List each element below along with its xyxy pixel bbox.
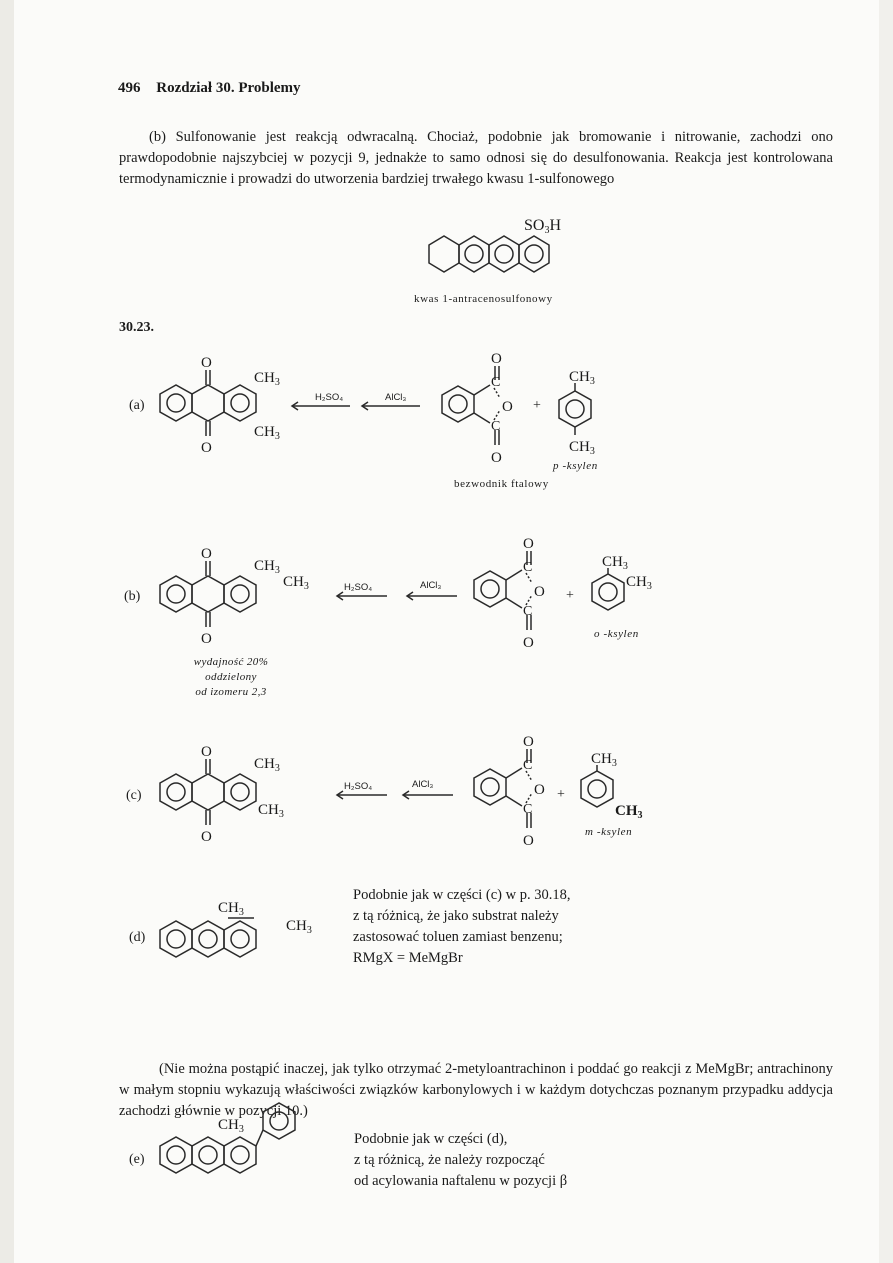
page-left-edge bbox=[0, 0, 14, 1263]
m-xylene-structure bbox=[575, 745, 675, 825]
phthalic-anhydride-caption: bezwodnik ftalowy bbox=[454, 478, 549, 490]
svg-text:CH3: $CH_3$ bbox=[254, 370, 280, 388]
svg-text:O: O bbox=[201, 440, 212, 456]
svg-text:CH3: $CH_3$ bbox=[218, 1117, 244, 1135]
svg-text:O: O bbox=[523, 734, 534, 750]
label-e: (e) bbox=[129, 1152, 145, 1167]
sulfonic-acid-caption: kwas 1-antracenosulfonowy bbox=[414, 293, 553, 305]
svg-text:CH3: $CH_3$ bbox=[569, 439, 595, 457]
svg-text:C: C bbox=[491, 375, 501, 390]
p-xylene-caption: p -ksylen bbox=[553, 460, 598, 472]
svg-text:CH3: $CH_3$ bbox=[254, 756, 280, 774]
svg-text:O: O bbox=[534, 782, 545, 798]
label-a: (a) bbox=[129, 398, 145, 413]
reagent-h2so4-b: H₂SO₄ bbox=[344, 582, 373, 593]
p-xylene-structure bbox=[553, 365, 643, 460]
phthalic-anhydride-b-structure bbox=[470, 535, 580, 655]
svg-text:CH3: $CH_3$ bbox=[258, 802, 284, 820]
svg-text:O: O bbox=[491, 351, 502, 367]
part-b-paragraph: (b) Sulfonowanie jest reakcją odwracalną. Chociaż, podobnie jak bromowanie i nitrowanie, zachodzi ono prawdopodobnie najszybciej w pozycji 9, jednakże to samo odnosi się do desulfonowania. Reakcja jest kontrolowana termodynamicznie i prowadzi do utworzenia bardziej trwałego kwasu 1-sulfonowego bbox=[119, 129, 833, 187]
svg-text:O: O bbox=[523, 635, 534, 651]
arrows-b bbox=[335, 590, 475, 602]
yield-note: wydajność 20% oddzielony od izomeru 2,3 bbox=[193, 656, 269, 698]
phthalic-anhydride-a-structure bbox=[438, 350, 548, 475]
svg-text:CH3: $CH_3$ bbox=[569, 369, 595, 387]
page-right-edge bbox=[879, 0, 893, 1263]
svg-text:CH3: $CH_3$ bbox=[254, 424, 280, 442]
svg-text:C: C bbox=[523, 560, 533, 575]
m-xylene-caption: m -ksylen bbox=[585, 826, 633, 838]
svg-text:O: O bbox=[201, 829, 212, 845]
svg-text:CH3: $CH_3$ bbox=[615, 803, 643, 821]
svg-text:C: C bbox=[523, 604, 533, 619]
plus-b: + bbox=[566, 588, 574, 603]
svg-text:CH3: $CH_3$ bbox=[283, 574, 309, 592]
svg-text:C: C bbox=[491, 419, 501, 434]
plus-c: + bbox=[557, 787, 565, 802]
svg-text:CH3: $CH_3$ bbox=[591, 751, 617, 769]
svg-text:CH3: $CH_3$ bbox=[602, 554, 628, 572]
dimethylanthraquinone-a-structure bbox=[158, 352, 308, 462]
anthracene-sulfonic-acid-structure bbox=[424, 218, 594, 288]
svg-text:O: O bbox=[523, 536, 534, 552]
page-header bbox=[118, 80, 301, 97]
svg-text:C: C bbox=[523, 758, 533, 773]
reagent-h2so4-a: H₂SO₄ bbox=[315, 392, 344, 403]
svg-text:O: O bbox=[491, 450, 502, 466]
reagent-alcl3-a: AlCl₃ bbox=[385, 392, 407, 403]
svg-text:CH3: $CH_3$ bbox=[286, 918, 312, 936]
svg-text:O: O bbox=[523, 833, 534, 849]
chapter-title: Rozdział 30. Problemy bbox=[156, 80, 301, 96]
reagent-alcl3-b: AlCl₃ bbox=[420, 580, 442, 591]
dimethylanthraquinone-b-structure bbox=[158, 540, 328, 650]
note-d: Podobnie jak w części (c) w p. 30.18, z tą różnicą, że jako substrat należy zastosować toluen zamiast benzenu; RMgX = MeMgBr bbox=[353, 887, 571, 966]
so3h-text: SO bbox=[524, 217, 545, 234]
svg-text:C: C bbox=[523, 802, 533, 817]
label-c: (c) bbox=[126, 788, 142, 803]
arrows-c bbox=[335, 789, 475, 801]
problem-number: 30.23. bbox=[119, 320, 154, 335]
reagent-alcl3-c: AlCl₃ bbox=[412, 779, 434, 790]
svg-text:O: O bbox=[201, 631, 212, 647]
note-e: Podobnie jak w części (d), z tą różnicą, że należy rozpocząć od acylowania naftalenu w pozycji β bbox=[354, 1131, 568, 1189]
svg-text:O: O bbox=[201, 744, 212, 760]
svg-text:SO3H: SO3H bbox=[524, 217, 562, 236]
dimethylanthracene-d-structure bbox=[158, 888, 338, 978]
svg-text:O: O bbox=[201, 546, 212, 562]
o-xylene-structure bbox=[586, 548, 686, 628]
label-d: (d) bbox=[129, 930, 146, 945]
svg-text:O: O bbox=[201, 355, 212, 371]
dimethylanthraquinone-c-structure bbox=[158, 738, 328, 848]
page-number: 496 bbox=[118, 80, 141, 96]
o-xylene-caption: o -ksylen bbox=[594, 628, 639, 640]
methylbenzanthracene-e-structure bbox=[158, 1090, 328, 1190]
arrows-a bbox=[290, 400, 430, 412]
plus-a: + bbox=[533, 398, 541, 413]
svg-text:CH3: $CH_3$ bbox=[218, 900, 244, 918]
svg-text:CH3: $CH_3$ bbox=[626, 574, 652, 592]
label-b: (b) bbox=[124, 589, 141, 604]
svg-text:CH3: $CH_3$ bbox=[254, 558, 280, 576]
svg-text:O: O bbox=[534, 584, 545, 600]
reagent-h2so4-c: H₂SO₄ bbox=[344, 781, 373, 792]
svg-text:O: O bbox=[502, 399, 513, 415]
paragraph-nie: (Nie można postąpić inaczej, jak tylko otrzymać 2-metyloantrachinon i poddać go reakcji z MeMgBr; antrachinony w małym stopniu wykazują właściwości związków karbonylowych i w każdym dotychczas poznanym przypadku addycja zachodzi głównie w pozycji 10.) bbox=[119, 1061, 833, 1119]
